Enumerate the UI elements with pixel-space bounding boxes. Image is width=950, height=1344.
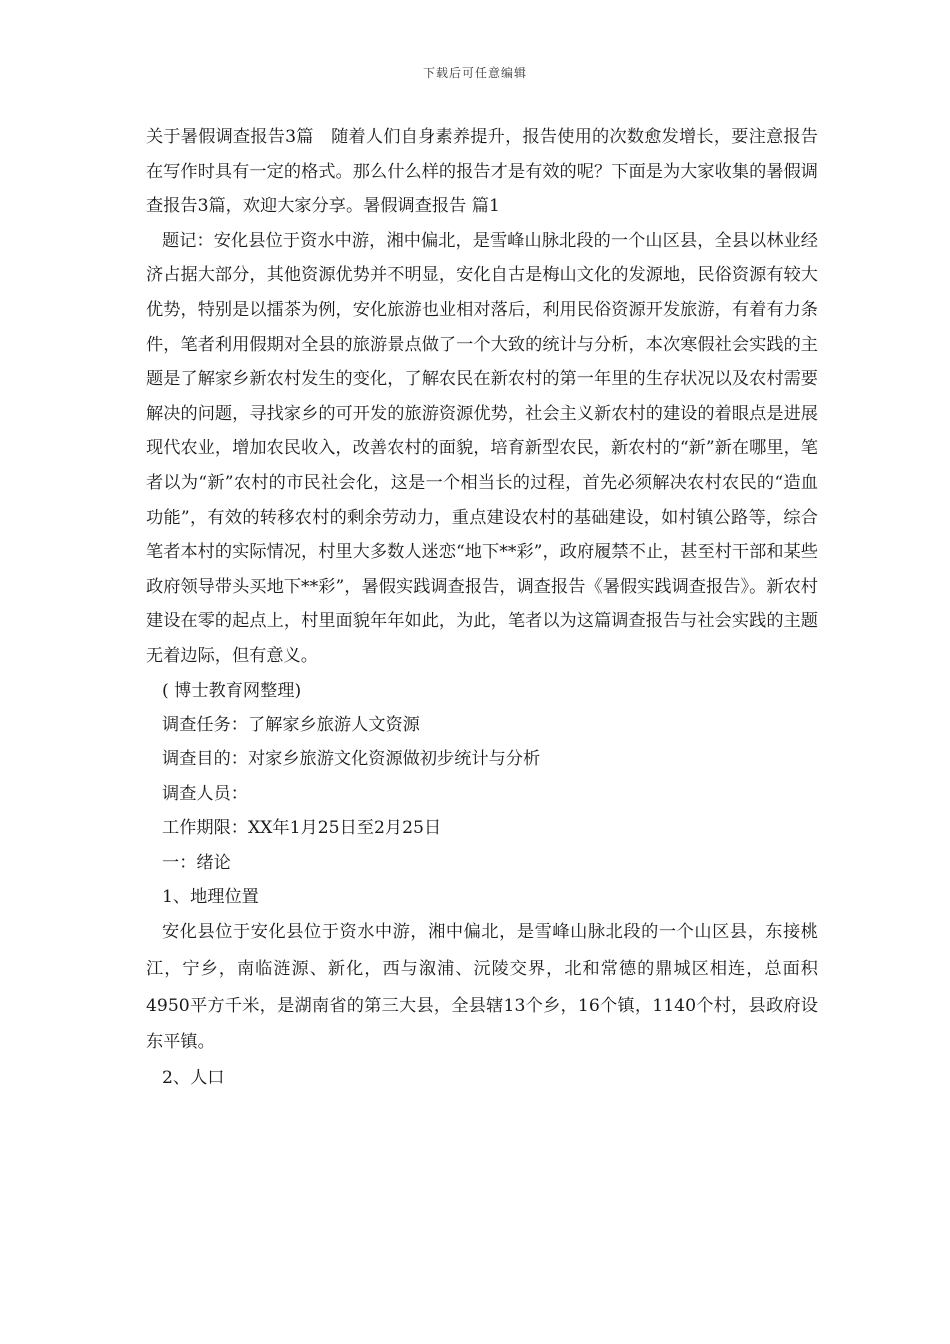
section-heading-introduction: 一：绪论: [162, 852, 231, 873]
survey-purpose: 调查目的：对家乡旅游文化资源做初步统计与分析: [162, 749, 541, 770]
survey-staff: 调查人员：: [162, 783, 248, 804]
source-note: ( 博士教育网整理): [162, 680, 302, 701]
page-header-note: 下载后可任意编辑: [422, 66, 527, 80]
geography-paragraph: 安化县位于安化县位于资水中游，湘中偏北，是雪峰山脉北段的一个山区县，东接桃江，宁乡，南临涟源、新化，西与溆浦、沅陵交界，北和常德的鼎城区相连，总面积4950平方千米，是湖南省的第三大县，全县辖13个乡，16个镇，1140个村，县政府设东平镇。: [146, 922, 818, 1053]
preface-paragraph: 题记：安化县位于资水中游，湘中偏北，是雪峰山脉北段的一个山区县，全县以林业经济占据大部分，其他资源优势并不明显，安化自古是梅山文化的发源地，民俗资源有较大优势，特别是以擂茶为例，安化旅游也业相对落后，利用民俗资源开发旅游，有着有力条件，笔者利用假期对全县的旅游景点做了一个大致的统计与分析，本次寒假社会实践的主题是了解家乡新农村发生的变化，了解农民在新农村的第一年里的生存状况以及农村需要解决的问题，寻找家乡的可开发的旅游资源优势，社会主义新农村的建设的着眼点是进展现代农业，增加农民收入，改善农村的面貌，培育新型农民，新农村的“新”新在哪里，笔者以为“新”农村的市民社会化，这是一个相当长的过程，首先必须解决农村农民的“造血功能”，有效的转移农村的剩余劳动力，重点建设农村的基础建设，如村镇公路等，综合笔者本村的实际情况，村里大多数人迷恋“地下**彩”，政府履禁不止，甚至村干部和某些政府领导带头买地下**彩”，暑假实践调查报告，调查报告《暑假实践调查报告》。新农村建设在零的起点上，村里面貌年年如此，为此，笔者以为这篇调查报告与社会实践的主题无着边际，但有意义。: [146, 230, 818, 666]
survey-period: 工作期限：XX年1月25日至2月25日: [162, 818, 442, 839]
subheading-geography: 1、地理位置: [162, 886, 259, 907]
intro-paragraph: 关于暑假调查报告3篇 随着人们自身素养提升，报告使用的次数愈发增长，要注意报告在写作时具有一定的格式。那么什么样的报告才是有效的呢？下面是为大家收集的暑假调查报告3篇，欢迎大家分享。暑假调查报告 篇1: [146, 127, 818, 217]
subheading-population: 2、人口: [162, 1067, 225, 1088]
survey-task: 调查任务：了解家乡旅游人文资源: [162, 714, 420, 735]
document-body: [146, 120, 818, 1095]
